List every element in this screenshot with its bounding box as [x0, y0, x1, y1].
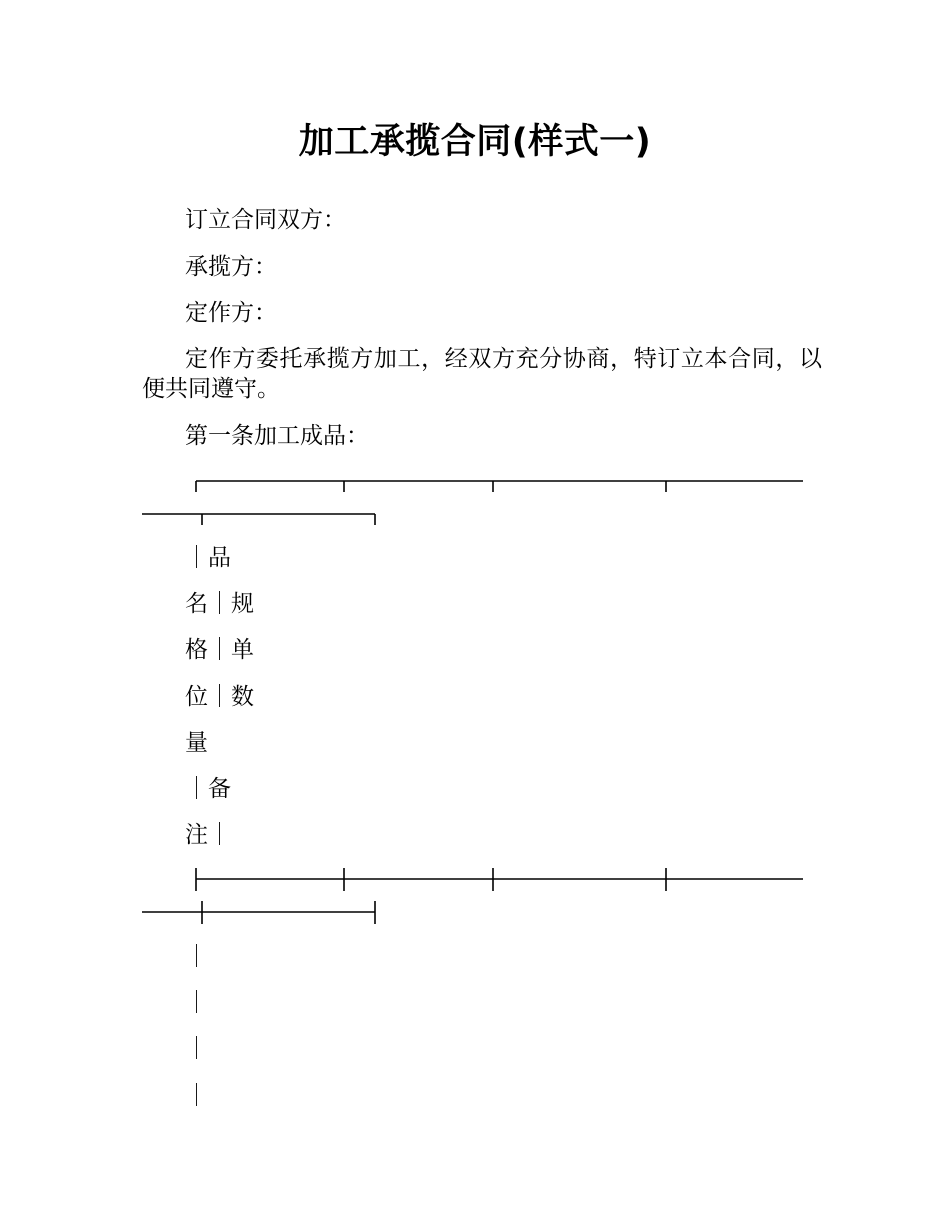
table-header-cell: 格｜单 [185, 637, 254, 663]
client-label: 定作方： [185, 300, 277, 326]
table-header-cell: 名｜规 [185, 591, 254, 617]
table-header-cell: 位｜数 [185, 684, 254, 710]
table-body-bar: ｜ [185, 1083, 208, 1109]
table-header-cell: ｜备 [185, 776, 231, 802]
parties-heading: 订立合同双方： [185, 207, 346, 233]
table-header-cell: 量 [185, 730, 208, 756]
table-header-cell: 注｜ [185, 822, 231, 848]
table-body-bar: ｜ [185, 1036, 208, 1062]
page-title: 加工承揽合同(样式一) [298, 122, 652, 162]
table-body-bar: ｜ [185, 990, 208, 1016]
table-body-bar: ｜ [185, 944, 208, 970]
table-header-cell: ｜品 [185, 545, 231, 571]
preamble-paragraph: 定作方委托承揽方加工，经双方充分协商，特订立本合同，以便共同遵守。 [142, 346, 822, 402]
contractor-label: 承揽方： [185, 254, 277, 280]
article1-heading: 第一条加工成品： [185, 423, 369, 449]
